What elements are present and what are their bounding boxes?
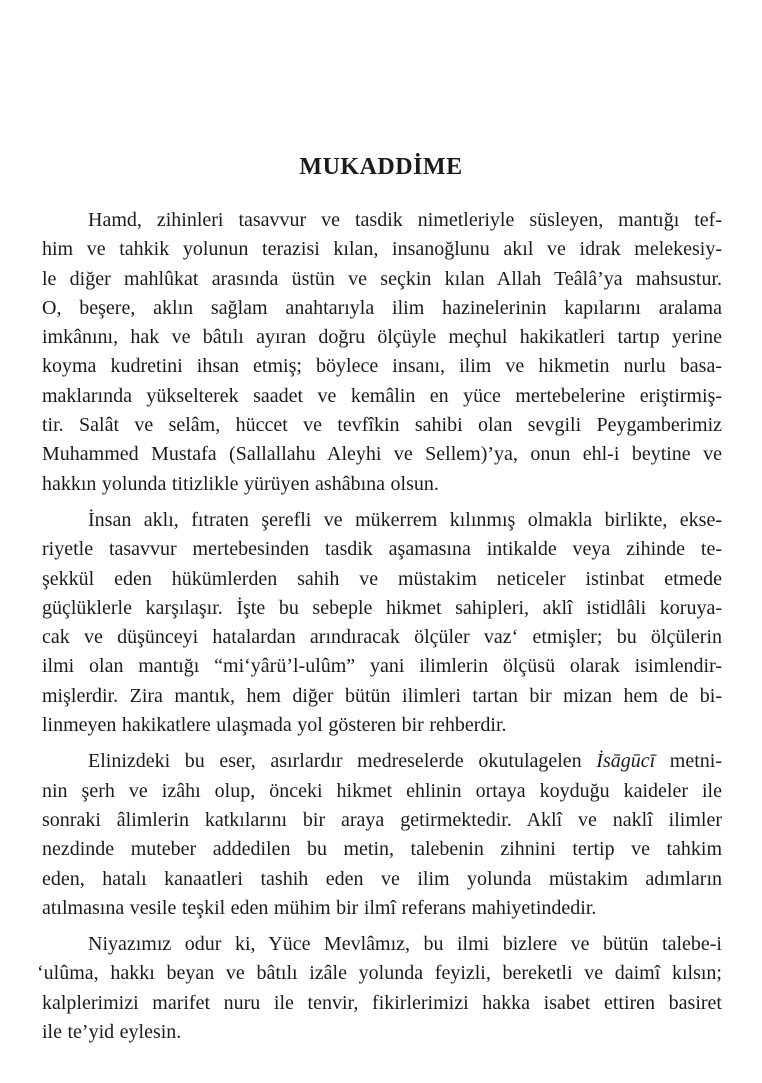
text-line: İnsan aklı, fıtraten şerefli ve mükerrem kılınmış olmakla birlikte, ekse- bbox=[88, 508, 722, 531]
page-title: MUKADDİME bbox=[299, 154, 463, 180]
text-line: eden, hatalı kanaatleri tashih eden ve ilim yolunda müstakim adımların bbox=[42, 867, 722, 890]
text-line: mişlerdir. Zira mantık, hem diğer bütün ilimleri tartan bir mizan hem de bi- bbox=[42, 684, 722, 707]
text-line: kalplerimizi marifet nuru ile tenvir, fikirlerimizi hakka isabet ettiren basiret bbox=[42, 991, 722, 1014]
paragraph-2 bbox=[42, 506, 722, 740]
text-line: ‘ulûma, hakkı beyan ve bâtılı izâle yolunda feyizli, bereketli ve daimî kılsın; bbox=[37, 962, 722, 985]
text-line: ilmi olan mantığı “mi‘yârü’l-ulûm” yani ilimlerin ölçüsü olarak isimlendir- bbox=[42, 655, 722, 678]
paragraph-1 bbox=[42, 206, 722, 499]
text-segment: Elinizdeki bu eser, asırlardır medreselerde okutulagelen bbox=[88, 750, 597, 773]
text-line: riyetle tasavvur mertebesinden tasdik aşamasına intikalde veya zihinde te- bbox=[42, 538, 722, 561]
text-line: le diğer mahlûkat arasında üstün ve seçkin kılan Allah Teâlâ’ya mahsustur. bbox=[42, 267, 722, 290]
italic-book-title: İsāgūcī bbox=[596, 750, 656, 773]
text-line: Hamd, zihinleri tasavvur ve tasdik nimetleriyle süsleyen, mantığı tef- bbox=[88, 209, 722, 231]
text-line: nezdinde muteber addedilen bu metin, talebenin zihnini tertip ve tahkim bbox=[42, 838, 722, 861]
text-line: Muhammed Mustafa (Sallallahu Aleyhi ve Sellem)’ya, onun ehl-i beytine ve bbox=[42, 443, 722, 466]
text-line: him ve tahkik yolunun terazisi kılan, insanoğlunu akıl ve idrak melekesiy- bbox=[42, 238, 722, 261]
text-segment: metni- bbox=[655, 750, 722, 773]
body-text bbox=[0, 206, 762, 1047]
text-line: güçlüklerle karşılaşır. İşte bu sebeple hikmet sahipleri, aklî istidlâli koruya- bbox=[42, 596, 722, 619]
text-line: maklarında yükselterek saadet ve kemâlin en yüce mertebelerine eriştirmiş- bbox=[42, 384, 722, 407]
text-line: imkânını, hak ve bâtılı ayıran doğru ölçüyle meçhul hakikatleri tartıp yerine bbox=[42, 326, 722, 349]
text-line: hakkın yolunda titizlikle yürüyen ashâbına olsun. bbox=[42, 472, 439, 495]
text-line: koyma kudretini ihsan etmiş; böylece insanı, ilim ve hikmetin nurlu basa- bbox=[42, 355, 722, 378]
text-line: O, beşere, aklın sağlam anahtarıyla ilim hazinelerinin kapılarını aralama bbox=[42, 296, 722, 319]
text-line: sonraki âlimlerin katkılarını bir araya getirmektedir. Aklî ve naklî ilimler bbox=[42, 808, 722, 831]
text-line: tir. Salât ve selâm, hüccet ve tevfîkin sahibi olan sevgili Peygamberimiz bbox=[42, 414, 722, 437]
text-line bbox=[42, 747, 722, 776]
text-line: linmeyen hakikatlere ulaşmada yol gösteren bir rehberdir. bbox=[42, 714, 507, 737]
text-line: nin şerh ve izâhı olup, önceki hikmet ehlinin ortaya koyduğu kaideler ile bbox=[42, 779, 722, 802]
paragraph-4 bbox=[37, 930, 722, 1047]
text-line: şekkül eden hükümlerden sahih ve müstakim neticeler istinbat etmede bbox=[42, 567, 722, 590]
text-line: Niyazımız odur ki, Yüce Mevlâmız, bu ilmi bizlere ve bütün talebe-i bbox=[88, 933, 722, 956]
text-line: ile te’yid eylesin. bbox=[42, 1021, 182, 1044]
paragraph-3 bbox=[42, 747, 722, 923]
text-line: cak ve düşünceyi hatalardan arındıracak ölçüler vaz‘ etmişler; bu ölçülerin bbox=[42, 626, 722, 649]
text-line: atılmasına vesile teşkil eden mühim bir ilmî referans mahiyetindedir. bbox=[42, 896, 597, 919]
